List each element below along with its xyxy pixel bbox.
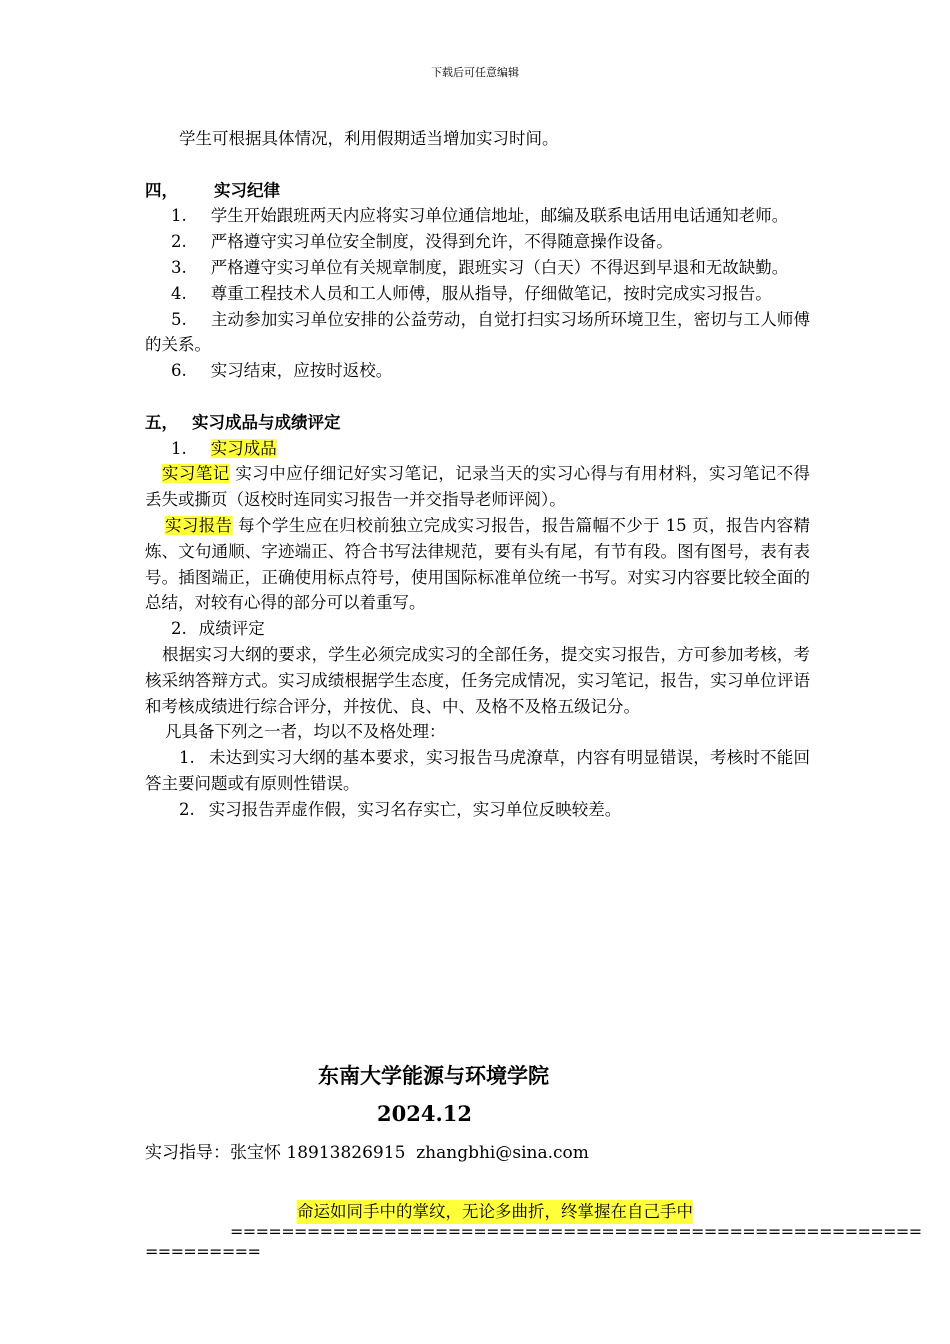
report-label-highlight: 实习报告 [165, 515, 233, 535]
motto: 命运如同手中的掌纹，无论多曲折，终掌握在自己手中 [297, 1200, 693, 1224]
section5-sub2: 2. 成绩评定 [171, 619, 265, 639]
org-name: 东南大学能源与环境学院 [318, 1063, 549, 1088]
rule-line-2: ========= [145, 1242, 261, 1261]
fail-item-1: 1. 未达到实习大纲的基本要求，实习报告马虎潦草，内容有明显错误，考核时不能回答主要问题或有原则性错误。 [145, 748, 810, 793]
section4-item-6: 6. 实习结束，应按时返校。 [171, 361, 393, 381]
notes-paragraph: 实习笔记 实习中应仔细记好实习笔记，记录当天的实习心得与有用材料，实习笔记不得丢失或撕页（返校时连同实习报告一并交指导老师评阅）。 [145, 464, 811, 510]
section5-title: 实习成品与成绩评定 [192, 412, 341, 432]
section4-item-5: 5. 主动参加实习单位安排的公益劳动，自觉打扫实习场所环境卫生，密切与工人师傅的关系。 [145, 309, 810, 355]
section4-list [145, 203, 810, 384]
advisor-email: zhangbhi@sina.com [416, 1143, 589, 1163]
advisor-label: 实习指导：张宝怀 [145, 1143, 281, 1163]
document-date: 2024.12 [377, 1101, 472, 1126]
report-paragraph: 实习报告 每个学生应在归校前独立完成实习报告，报告篇幅不少于 15 页，报告内容精炼、文句通顺、字迹端正、符合书写法律规范，要有头有尾，有节有段。图有图号，表有表号。插图端正，正确使用标点符号，使用国际标准单位统一书写。对实习内容要比较全面的总结，对较有心得的部分可以着重写。 [145, 515, 810, 613]
advisor-line [145, 1141, 589, 1165]
section4-item-4: 4. 尊重工程技术人员和工人师傅，服从指导，仔细做笔记，按时完成实习报告。 [171, 283, 772, 303]
sub1-title-highlight: 实习成品 [210, 438, 277, 458]
advisor-phone: 18913826915 [286, 1143, 406, 1163]
fail-item-2: 2. 实习报告弄虚作假，实习名存实亡，实习单位反映较差。 [179, 799, 622, 819]
section4-title: 实习纪律 [214, 180, 280, 200]
section4-item-1: 1. 学生开始跟班两天内应将实习单位通信地址，邮编及联系电话用电话通知老师。 [171, 206, 789, 226]
section4-item-3: 3. 严格遵守实习单位有关规章制度，跟班实习（白天）不得迟到早退和无故缺勤。 [171, 257, 789, 277]
rule-line-1: ====================================================== [230, 1222, 922, 1241]
notes-label-highlight: 实习笔记 [162, 464, 230, 484]
section5-sub1: 1. 实习成品 [171, 438, 277, 458]
page-header: 下载后可任意编辑 [431, 66, 519, 79]
fail-intro: 凡具备下列之一者，均以不及格处理： [165, 722, 446, 742]
section5-heading [145, 410, 810, 436]
document-body [145, 126, 810, 823]
section5-num: 五， [145, 412, 178, 432]
section4-num: 四， [145, 180, 178, 200]
section4-heading [145, 178, 810, 204]
section4-item-2: 2. 严格遵守实习单位安全制度，没得到允许，不得随意操作设备。 [171, 232, 673, 252]
intro-paragraph: 学生可根据具体情况，利用假期适当增加实习时间。 [179, 129, 559, 148]
grading-paragraph: 根据实习大纲的要求，学生必须完成实习的全部任务，提交实习报告，方可参加考核，考核采纳答辩方式。实习成绩根据学生态度，任务完成情况，实习笔记，报告，实习单位评语和考核成绩进行综合评分，并按优、良、中、及格不及格五级记分。 [145, 644, 810, 716]
